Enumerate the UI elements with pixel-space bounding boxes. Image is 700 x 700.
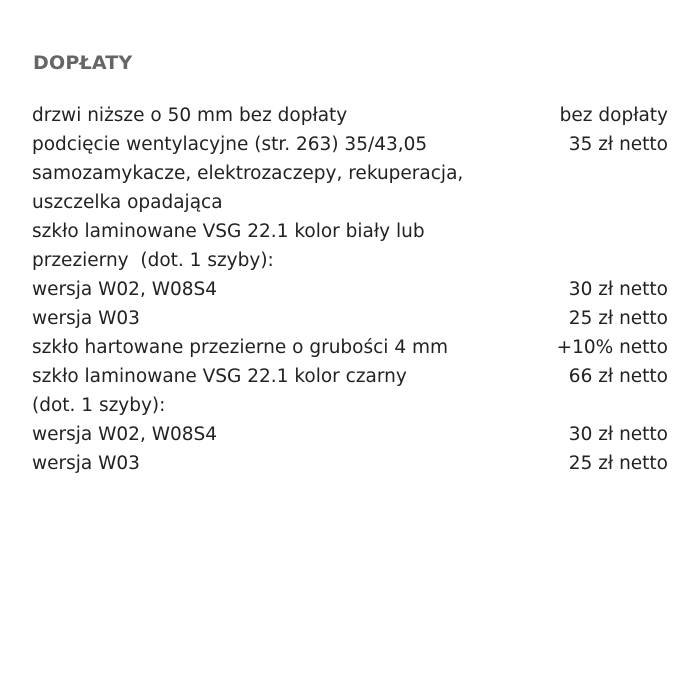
item-label: wersja W03 (32, 308, 140, 329)
item-label: podcięcie wentylacyjne (str. 263) 35/43,05 (32, 134, 428, 155)
item-price: 25 zł netto (568, 308, 668, 329)
item-label: uszczelka opadająca (32, 192, 223, 213)
list-item (32, 362, 668, 391)
item-label: szkło laminowane VSG 22.1 kolor czarny (32, 366, 407, 387)
list-item (32, 188, 668, 217)
item-price: 35 zł netto (568, 134, 668, 155)
item-label: drzwi niższe o 50 mm bez dopłaty (32, 105, 348, 126)
list-item (32, 101, 668, 130)
item-label: wersja W02, W08S4 (32, 279, 218, 300)
list-item (32, 391, 668, 420)
item-label: samozamykacze, elektrozaczepy, rekuperacja, (32, 163, 464, 184)
item-label: wersja W03 (32, 453, 140, 474)
list-item (32, 304, 668, 333)
list-item (32, 449, 668, 478)
item-price: bez dopłaty (559, 105, 668, 126)
section-heading: DOPŁATY (33, 52, 133, 74)
item-price: 25 zł netto (568, 453, 668, 474)
item-label: (dot. 1 szyby): (32, 395, 166, 416)
surcharge-list (32, 101, 668, 478)
item-label: szkło laminowane VSG 22.1 kolor biały lub (32, 221, 425, 242)
item-price: 30 zł netto (568, 424, 668, 445)
list-item (32, 217, 668, 246)
list-item (32, 130, 668, 159)
item-label: wersja W02, W08S4 (32, 424, 218, 445)
item-price: +10% netto (556, 337, 668, 358)
item-price: 66 zł netto (568, 366, 668, 387)
list-item (32, 275, 668, 304)
item-label: przezierny (dot. 1 szyby): (32, 250, 274, 271)
list-item (32, 159, 668, 188)
list-item (32, 333, 668, 362)
list-item (32, 246, 668, 275)
list-item (32, 420, 668, 449)
item-label: szkło hartowane przezierne o grubości 4 mm (32, 337, 449, 358)
item-price: 30 zł netto (568, 279, 668, 300)
